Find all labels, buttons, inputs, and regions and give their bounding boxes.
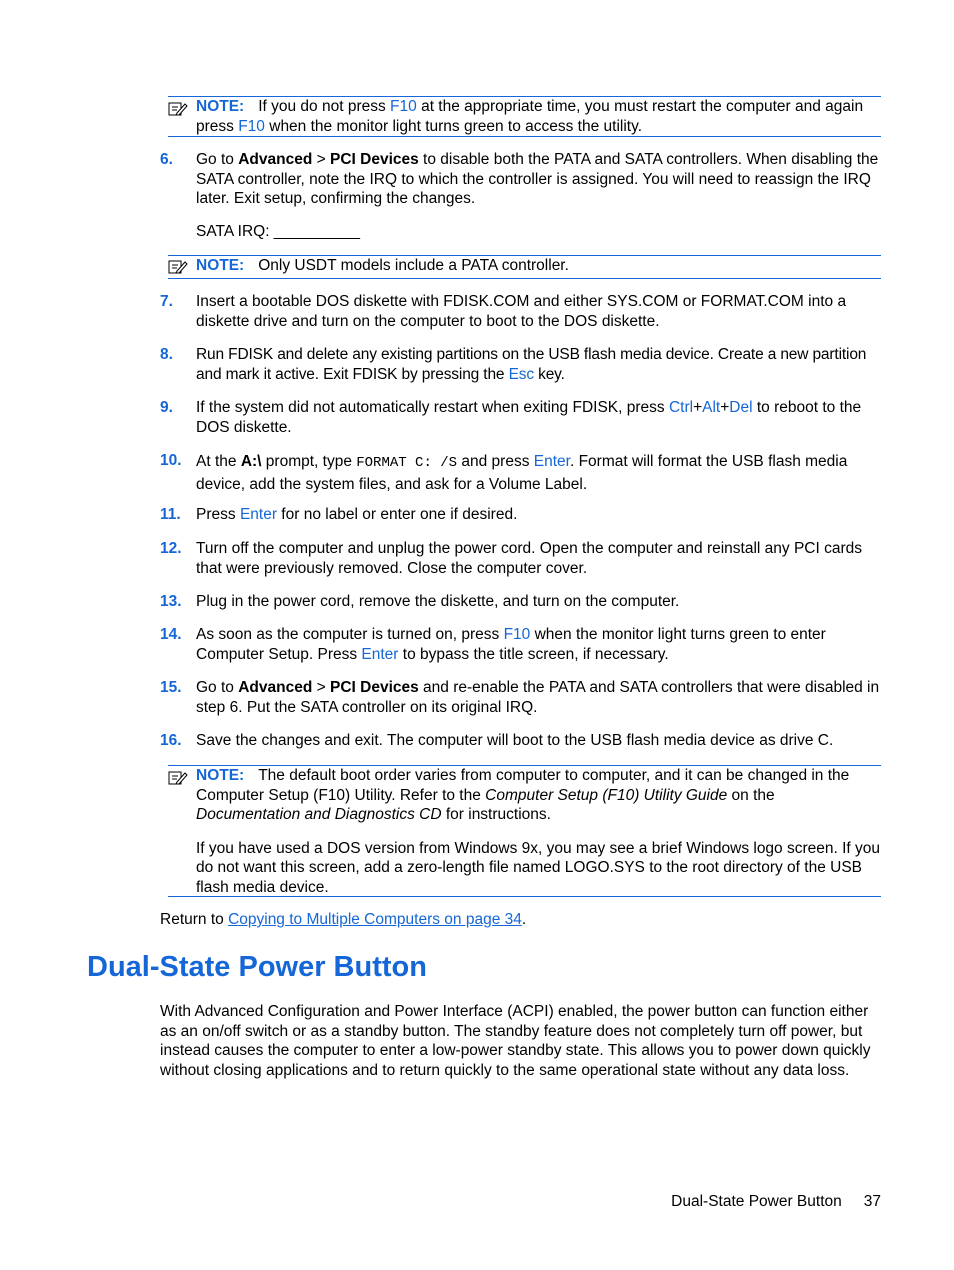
step-6 xyxy=(160,150,882,209)
step-7 xyxy=(160,292,882,331)
step-9 xyxy=(160,398,882,437)
step-text: Plug in the power cord, remove the diskette, and turn on the computer. xyxy=(196,593,680,610)
key-f10: F10 xyxy=(238,117,265,135)
key-alt: Alt xyxy=(702,399,721,416)
key-f10: F10 xyxy=(503,626,531,643)
note-pencil-icon xyxy=(168,770,188,786)
note-box-3 xyxy=(168,765,881,897)
step-11 xyxy=(160,505,882,525)
step-text: Go to Advanced > PCI Devices to disable both the PATA and SATA controllers. When disabling the SATA controller, note the IRQ to which the controller is assigned. You will need to reassign the IRQ later. Exit setup, confirming the changes. xyxy=(196,151,879,207)
key-ctrl: Ctrl xyxy=(668,399,694,416)
page-footer xyxy=(671,1193,881,1211)
footer-title: Dual-State Power Button xyxy=(671,1193,842,1210)
note-text: NOTE: Only USDT models include a PATA controller. xyxy=(196,257,569,274)
step-16 xyxy=(160,731,882,751)
page-number: 37 xyxy=(863,1193,881,1210)
step-12 xyxy=(160,539,882,578)
step-10 xyxy=(160,451,882,495)
key-enter: Enter xyxy=(533,453,570,470)
step-number: 11. xyxy=(160,506,181,523)
key-enter: Enter xyxy=(239,506,277,523)
step-text: Insert a bootable DOS diskette with FDISK.COM and either SYS.COM or FORMAT.COM into a diskette drive and turn on the computer to boot to the DOS diskette. xyxy=(196,293,847,330)
step-text: Press Enter for no label or enter one if desired. xyxy=(196,506,518,523)
step-text: Turn off the computer and unplug the power cord. Open the computer and reinstall any PCI cards that were previously removed. Close the computer cover. xyxy=(196,540,863,577)
step-number: 6. xyxy=(160,151,173,168)
step-number: 10. xyxy=(160,452,182,469)
key-del: Del xyxy=(729,399,753,416)
note-pencil-icon xyxy=(168,101,188,117)
step-number: 13. xyxy=(160,593,182,610)
return-line: Return to Copying to Multiple Computers on page 34. xyxy=(160,911,527,928)
note-pencil-icon xyxy=(168,259,188,275)
guide-title: Computer Setup (F10) Utility Guide xyxy=(485,786,728,804)
step-number: 9. xyxy=(160,399,173,416)
sata-irq-line: SATA IRQ: __________ xyxy=(196,223,361,240)
step-number: 12. xyxy=(160,540,182,557)
step-text: As soon as the computer is turned on, press F10 when the monitor light turns green to enter Computer Setup. Press Enter to bypass the title screen, if necessary. xyxy=(196,626,826,663)
body-paragraph: With Advanced Configuration and Power Interface (ACPI) enabled, the power button can function either as an on/off switch or as a standby button. The standby feature does not completely turn off power, but instead causes the computer to enter a low-power standby state. This allows you to power down quickly without closing applications and to return quickly to the same operational state without any data loss. xyxy=(160,1003,871,1079)
step-text: If the system did not automatically restart when exiting FDISK, press Ctrl+Alt+Del to reboot to the DOS diskette. xyxy=(196,399,862,436)
cd-title: Documentation and Diagnostics CD xyxy=(196,806,442,823)
note-text: NOTE: If you do not press F10 at the appropriate time, you must restart the computer and again press F10 when the monitor light turns green to access the utility. xyxy=(196,98,864,135)
key-esc: Esc xyxy=(508,365,534,383)
note-text-2: If you have used a DOS version from Windows 9x, you may see a brief Windows logo screen. If you do not want this screen, add a zero-length file named LOGO.SYS to the root directory of the USB flash media device. xyxy=(196,839,881,896)
note-label: NOTE: xyxy=(196,257,245,274)
step-13 xyxy=(160,592,882,612)
note-box-2 xyxy=(168,255,881,279)
step-text: Run FDISK and delete any existing partitions on the USB flash media device. Create a new partition and mark it active. Exit FDISK by pressing the Esc key. xyxy=(196,346,867,383)
note-label: NOTE: xyxy=(196,98,245,115)
return-link[interactable]: Copying to Multiple Computers on page 34 xyxy=(228,911,522,928)
format-command: FORMAT C: /S xyxy=(356,455,458,471)
note-box-1 xyxy=(168,96,881,137)
step-number: 14. xyxy=(160,626,182,643)
step-8 xyxy=(160,345,882,384)
key-enter: Enter xyxy=(361,645,399,663)
note-text: NOTE: The default boot order varies from computer to computer, and it can be changed in the Computer Setup (F10) Utility. Refer to the Computer Setup (F10) Utility Guide on the Documentation and Diagnostics CD for instructions. xyxy=(196,767,850,823)
step-number: 16. xyxy=(160,732,182,749)
key-f10: F10 xyxy=(390,98,417,115)
step-15 xyxy=(160,678,882,717)
note-label: NOTE: xyxy=(196,767,245,784)
step-14 xyxy=(160,625,882,664)
step-number: 15. xyxy=(160,679,182,696)
step-text: Save the changes and exit. The computer will boot to the USB flash media device as drive C. xyxy=(196,732,834,749)
section-heading: Dual-State Power Button xyxy=(87,951,427,983)
step-text: At the A:\ prompt, type FORMAT C: /S and press Enter. Format will format the USB flash media device, add the system files, and ask for a Volume Label. xyxy=(196,453,848,493)
step-number: 8. xyxy=(160,346,173,363)
step-text: Go to Advanced > PCI Devices and re-enable the PATA and SATA controllers that were disabled in step 6. Put the SATA controller on its original IRQ. xyxy=(196,679,880,716)
step-number: 7. xyxy=(160,293,173,310)
